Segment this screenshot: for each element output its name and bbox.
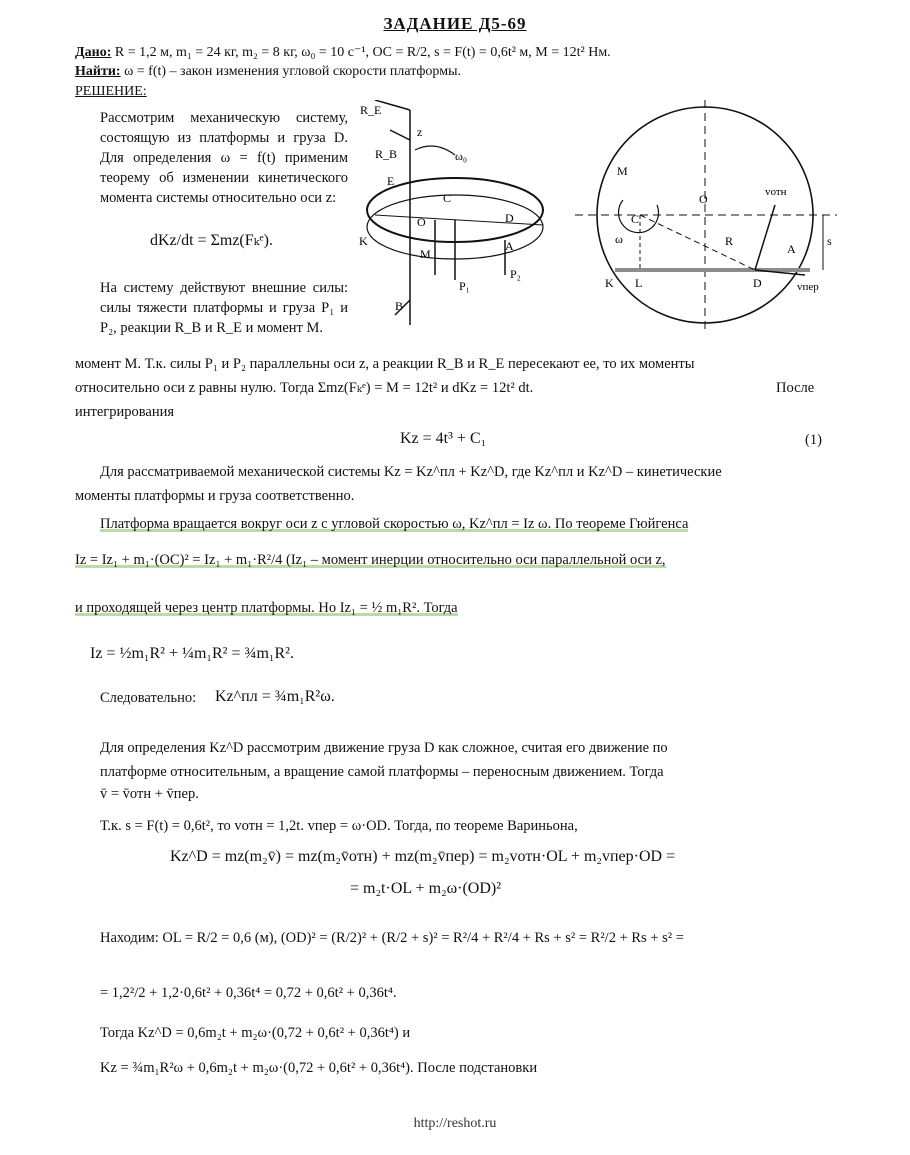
- text-line-e: моменты платформы и груза соответственно.: [75, 488, 355, 504]
- find-text: ω = f(t) – закон изменения угловой скорости платформы.: [124, 64, 461, 79]
- label-RE: R_E: [360, 103, 382, 117]
- text-line-i: Для определения Kz^D рассмотрим движение груза D как сложное, считая его движение по: [100, 740, 668, 756]
- equation-2-label: Следовательно:: [100, 690, 197, 706]
- given-text: R = 1,2 м, m₁ = 24 кг, m₂ = 8 кг, ω₀ = 10 с⁻¹, OC = R/2, s = F(t) = 0,6t² м, M = 12t² Нм.: [114, 45, 611, 60]
- equation-inertia: Iz = ½m₁R² + ¼m₁R² = ¾m₁R².: [90, 645, 294, 662]
- label-s: s: [827, 234, 832, 248]
- label-K-top: K: [605, 276, 614, 290]
- label-P2: P₂: [510, 267, 521, 281]
- footer-url: http://reshot.ru: [413, 1116, 497, 1131]
- platform-diagram: [355, 100, 565, 330]
- text-line-m: Находим: OL = R/2 = 0,6 (м), (OD)² = (R/2)² + (R/2 + s)² = R²/4 + R²/4 + Rs + s² = R²/2 + Rs + s² =: [100, 930, 684, 946]
- equation-theorem: dKz/dt = Σmz(Fₖᵉ).: [150, 232, 273, 249]
- label-A: A: [505, 239, 514, 253]
- label-D: D: [505, 211, 514, 225]
- text-line-b-right: После: [776, 380, 815, 396]
- equation-3: Kz^D = mz(m₂v̄) = mz(m₂v̄отн) + mz(m₂v̄пер) = m₂vотн·OL + m₂vпер·OD =: [170, 848, 676, 865]
- label-C-top: C: [631, 212, 640, 226]
- page-title: ЗАДАНИЕ Д5-69: [383, 14, 527, 33]
- label-P1: P₁: [459, 279, 470, 293]
- label-C: C: [443, 191, 452, 205]
- label-vrel: vотн: [765, 186, 787, 198]
- label-B: B: [395, 299, 404, 313]
- text-line-d: Для рассматриваемой механической системы Kz = Kz^пл + Kz^D, где Kz^пл и Kz^D – кинетические: [100, 464, 722, 480]
- label-O: O: [417, 215, 426, 229]
- text-line-c: интегрирования: [75, 404, 175, 420]
- label-omega: ω: [615, 232, 623, 246]
- label-vtr: vпер: [797, 281, 819, 293]
- text-line-p: Kz = ¾m₁R²ω + 0,6m₂t + m₂ω·(0,72 + 0,6t² + 0,36t⁴). После подстановки: [100, 1060, 538, 1076]
- label-E: E: [387, 174, 395, 188]
- label-RB: R_B: [375, 147, 398, 161]
- equation-1: Kz = 4t³ + C₁: [400, 430, 487, 447]
- forces-paragraph: На систему действуют внешние силы: силы тяжести платформы и груза P₁ и P₂, реакции R_B и R_E и момент M.: [100, 280, 348, 336]
- text-line-l: Т.к. s = F(t) = 0,6t², то vотн = 1,2t. vпер = ω·OD. Тогда, по теореме Вариньона,: [100, 818, 578, 834]
- solution-label: РЕШЕНИЕ:: [75, 84, 147, 99]
- highlight-g: Iz = Iz₁ + m₁·(OC)² = Iz₁ + m₁·R²/4 (Iz₁ – момент инерции относительно оси параллельной оси z,: [75, 552, 666, 568]
- label-omega0: ω₀: [455, 149, 468, 163]
- label-M-top: M: [617, 164, 628, 178]
- find-line: [75, 64, 461, 80]
- equation-3-cont: = m₂t·OL + m₂ω·(OD)²: [350, 880, 502, 897]
- label-O-top: O: [699, 192, 708, 206]
- text-line-g: [75, 552, 666, 569]
- text-line-a: момент M. Т.к. силы P₁ и P₂ параллельны оси z, а реакции R_B и R_E пересекают ее, то их моменты: [75, 356, 695, 372]
- intro-paragraph: Рассмотрим механическую систему, состоящую из платформы и груза D. Для определения ω = f(t) применим теорему об изменении кинетического момента системы относительно оси z:: [100, 110, 348, 206]
- find-label: Найти:: [75, 64, 121, 79]
- text-line-b: относительно оси z равны нулю. Тогда Σmz(Fₖᵉ) = M = 12t² и dKz = 12t² dt.: [75, 380, 534, 396]
- label-L: L: [635, 276, 643, 290]
- label-A-top: A: [787, 242, 796, 256]
- label-R: R: [725, 234, 734, 248]
- text-line-j: платформе относительным, а вращение самой платформы – переносным движением. Тогда: [100, 764, 664, 780]
- highlight-f: Платформа вращается вокруг оси z с угловой скоростью ω, Kz^пл = Iz ω. По теореме Гюйгенса: [100, 516, 689, 532]
- text-line-n: = 1,2²/2 + 1,2·0,6t² + 0,36t⁴ = 0,72 + 0,6t² + 0,36t⁴.: [100, 985, 397, 1001]
- equation-1-number: (1): [805, 432, 822, 448]
- equation-2: Kz^пл = ¾m₁R²ω.: [215, 688, 335, 705]
- text-line-k: v̄ = v̄отн + v̄пер.: [100, 786, 199, 802]
- text-line-f: [100, 516, 688, 533]
- top-view-diagram: [575, 95, 845, 335]
- label-z: z: [417, 125, 423, 139]
- given-line: [75, 44, 611, 61]
- text-line-o: Тогда Kz^D = 0,6m₂t + m₂ω·(0,72 + 0,6t² + 0,36t⁴) и: [100, 1025, 411, 1041]
- text-line-h: [75, 600, 458, 617]
- label-D-top: D: [753, 276, 762, 290]
- given-label: Дано:: [75, 45, 112, 60]
- highlight-h: и проходящей через центр платформы. Но Iz₁ = ½ m₁R². Тогда: [75, 600, 458, 616]
- label-K: K: [359, 234, 368, 248]
- label-M: M: [420, 247, 431, 261]
